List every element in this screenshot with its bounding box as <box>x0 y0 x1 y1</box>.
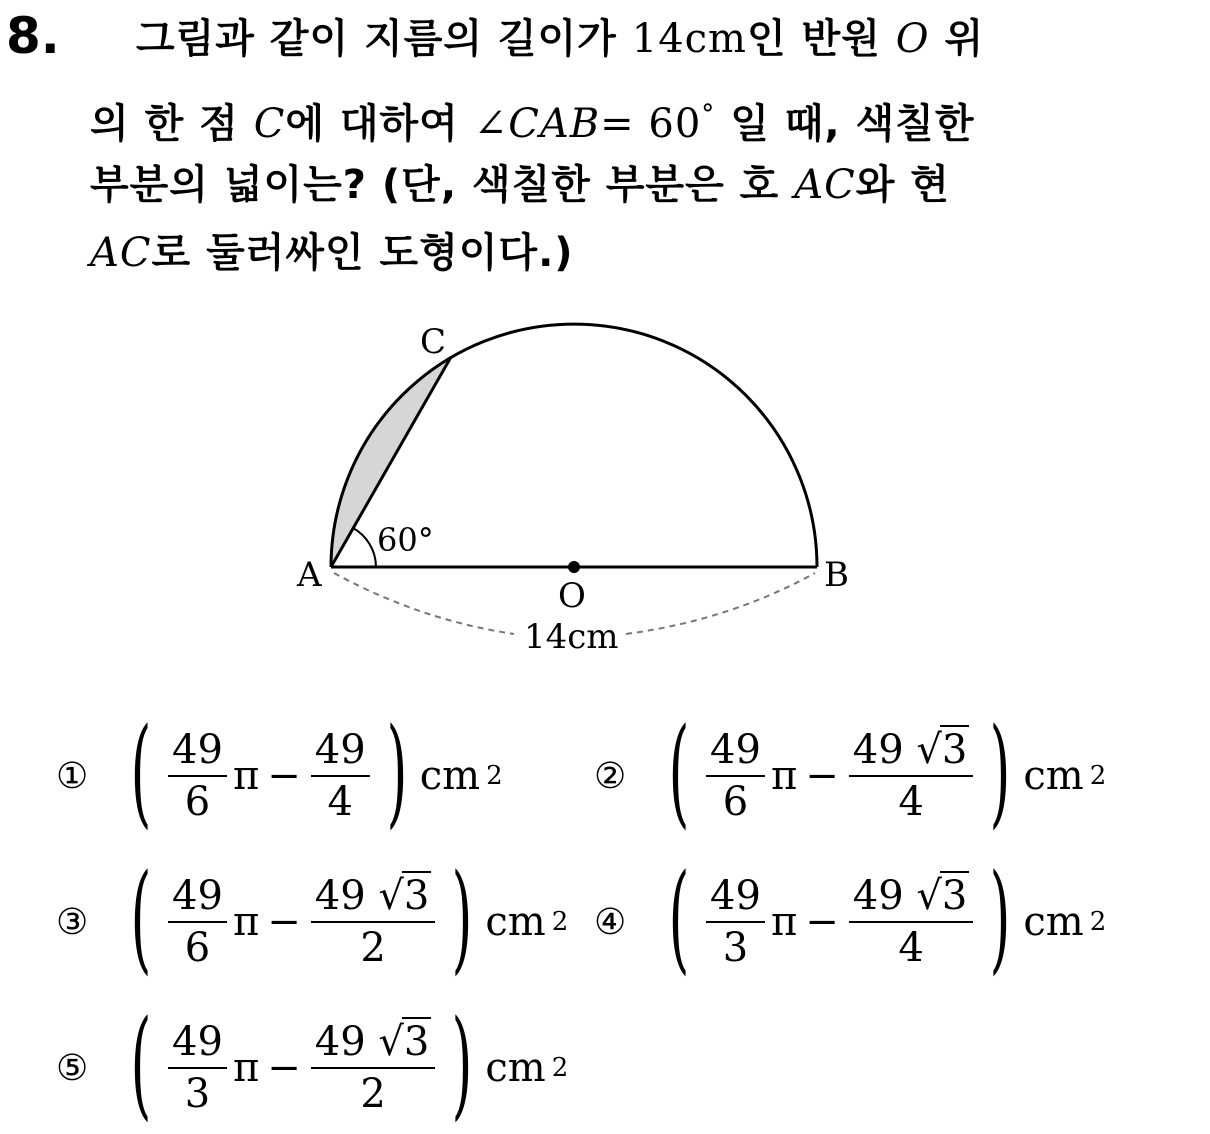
minus-sign: − <box>267 1045 301 1091</box>
choice-3[interactable] <box>56 848 569 986</box>
minus-sign: − <box>267 753 301 799</box>
denominator: 6 <box>184 779 211 825</box>
choice-1[interactable] <box>56 702 503 840</box>
fraction <box>311 873 436 971</box>
label-a: A <box>297 555 322 595</box>
numerator: 49 <box>172 873 223 919</box>
unit: cm <box>485 1045 546 1091</box>
radicand: 3 <box>403 873 430 919</box>
numerator: 49 <box>314 873 366 919</box>
question-text: 와 현 <box>855 162 950 208</box>
choice-5[interactable] <box>56 994 569 1132</box>
angle-marker <box>353 528 376 567</box>
left-paren: ( <box>668 702 690 840</box>
math-unit: cm <box>684 16 747 62</box>
minus-sign: − <box>805 753 839 799</box>
fraction <box>311 727 370 825</box>
choice-marker: ⑤ <box>56 1047 89 1089</box>
question-text: 그림과 같이 지름의 길이가 <box>136 16 632 62</box>
math-variable: AC <box>794 162 856 208</box>
diameter-label: 14cm <box>524 617 619 657</box>
unit: cm <box>1023 899 1084 945</box>
right-paren: ) <box>386 702 408 840</box>
question-text: 로 둘러싸인 도형이다.) <box>151 230 574 276</box>
pi-symbol: π <box>232 753 260 799</box>
denominator: 4 <box>898 925 924 971</box>
denominator: 4 <box>327 779 353 825</box>
choice-4[interactable] <box>594 848 1107 986</box>
label-c: C <box>420 322 447 362</box>
fraction <box>168 873 227 971</box>
exponent: 2 <box>551 1053 569 1083</box>
fraction <box>849 873 974 971</box>
fraction <box>849 727 974 825</box>
fraction <box>168 727 227 825</box>
square-root: √3 <box>916 727 968 773</box>
numerator: 49 <box>172 1019 223 1065</box>
choice-marker: ② <box>594 755 627 797</box>
left-paren: ( <box>130 994 152 1132</box>
pi-symbol: π <box>770 753 798 799</box>
pi-symbol: π <box>770 899 798 945</box>
choice-marker: ③ <box>56 901 89 943</box>
radicand: 3 <box>941 873 968 919</box>
denominator: 3 <box>184 1071 211 1117</box>
dimension-line-right <box>626 573 815 634</box>
math-number: 14 <box>631 16 685 62</box>
center-point <box>568 561 580 573</box>
right-paren: ) <box>452 994 473 1132</box>
choice-marker: ① <box>56 755 89 797</box>
label-o: O <box>558 576 586 616</box>
radicand: 3 <box>941 727 968 773</box>
question-text: 에 대하여 <box>285 101 474 147</box>
pi-symbol: π <box>232 899 260 945</box>
math-variable: C <box>253 101 286 147</box>
question-text: 일 때, 색칠한 <box>715 101 975 147</box>
square-root: √3 <box>916 873 968 919</box>
exponent: 2 <box>551 907 569 937</box>
math-value: = 60 <box>600 101 702 147</box>
left-paren: ( <box>130 702 152 840</box>
square-root: √3 <box>378 873 430 919</box>
right-paren: ) <box>990 848 1011 986</box>
right-paren: ) <box>452 848 473 986</box>
fraction <box>706 727 765 825</box>
fraction <box>168 1019 227 1117</box>
numerator: 49 <box>710 727 761 773</box>
numerator: 49 <box>710 873 761 919</box>
question-number: 8. <box>6 7 60 65</box>
numerator: 49 <box>172 727 223 773</box>
fraction <box>706 873 765 971</box>
question-text: 위 <box>929 16 985 62</box>
left-paren: ( <box>668 848 690 986</box>
right-paren: ) <box>990 702 1011 840</box>
exponent: 2 <box>1089 761 1107 791</box>
question-text: 부분의 넓이는? (단, 색칠한 부분은 호 <box>90 162 795 208</box>
math-variable: AC <box>90 230 152 276</box>
denominator: 4 <box>898 779 924 825</box>
angle-label: 60° <box>377 521 434 559</box>
pi-symbol: π <box>232 1045 260 1091</box>
exponent: 2 <box>1089 907 1107 937</box>
label-b: B <box>824 555 849 595</box>
dimension-line-left <box>334 573 514 634</box>
minus-sign: − <box>805 899 839 945</box>
choice-2[interactable] <box>594 702 1107 840</box>
numerator: 49 <box>852 727 904 773</box>
unit: cm <box>485 899 546 945</box>
unit: cm <box>1023 753 1084 799</box>
denominator: 2 <box>360 1071 386 1117</box>
radicand: 3 <box>403 1019 430 1065</box>
denominator: 6 <box>722 779 749 825</box>
left-paren: ( <box>130 848 152 986</box>
degree-sign: ° <box>701 100 716 130</box>
denominator: 2 <box>360 925 386 971</box>
math-angle: ∠CAB <box>473 101 601 147</box>
numerator: 49 <box>852 873 904 919</box>
math-variable: O <box>895 16 930 62</box>
minus-sign: − <box>267 899 301 945</box>
choice-marker: ④ <box>594 901 627 943</box>
denominator: 6 <box>184 925 211 971</box>
exponent: 2 <box>486 761 503 791</box>
denominator: 3 <box>722 925 749 971</box>
square-root: √3 <box>378 1019 430 1065</box>
unit: cm <box>419 753 481 799</box>
numerator: 49 <box>314 727 366 773</box>
question-text: 의 한 점 <box>90 101 254 147</box>
numerator: 49 <box>314 1019 366 1065</box>
question-text: 인 반원 <box>747 16 896 62</box>
fraction <box>311 1019 436 1117</box>
